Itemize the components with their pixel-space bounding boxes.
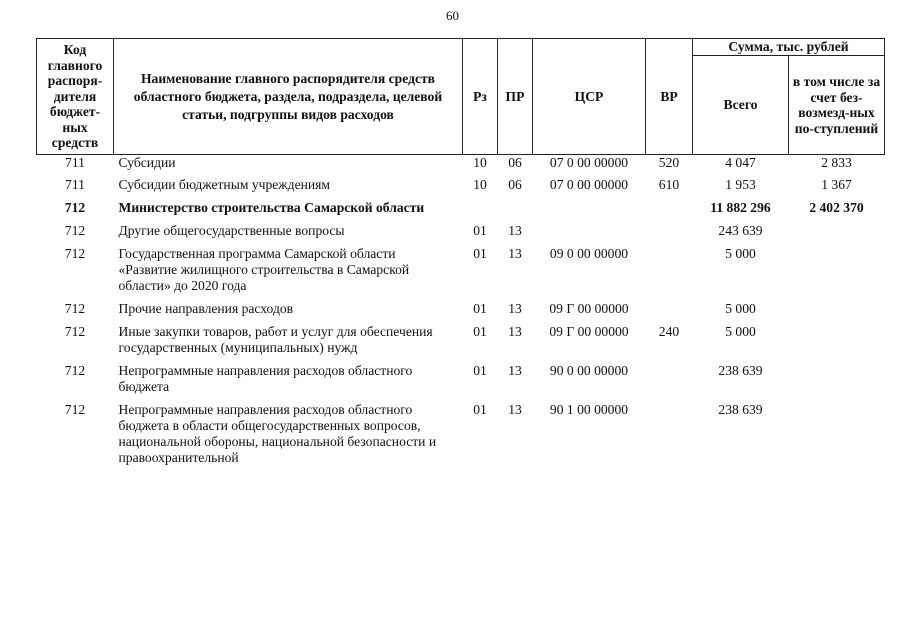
cell-rz: 01: [473, 301, 487, 316]
cell-csr: [533, 221, 646, 244]
table-row: [37, 155, 885, 176]
cell-code: 712: [64, 200, 86, 215]
table-header: [37, 39, 885, 155]
cell-csr: 09 Г 00 00000: [549, 301, 629, 316]
cell-rz: 01: [473, 363, 487, 378]
header-total: Всего: [693, 56, 789, 155]
cell-total: 5 000: [725, 324, 756, 339]
cell-code: 711: [65, 177, 85, 192]
cell-vr: [646, 299, 693, 322]
cell-code: 712: [64, 363, 86, 378]
cell-name: Другие общегосударственные вопросы: [118, 223, 345, 238]
header-csr: ЦСР: [533, 39, 646, 155]
cell-rz: 01: [473, 324, 487, 339]
header-code: Код главного распоря-дителя бюджет-ных средств: [37, 39, 114, 155]
cell-including: 2 402 370: [809, 200, 864, 215]
header-rz: Рз: [463, 39, 498, 155]
cell-name: Субсидии: [118, 155, 176, 170]
header-pr: ПР: [498, 39, 533, 155]
cell-including: [789, 322, 885, 361]
cell-including: 2 833: [821, 155, 852, 170]
cell-pr: 13: [508, 402, 522, 417]
cell-pr: 13: [508, 301, 522, 316]
cell-including: [789, 361, 885, 400]
table-row: [37, 198, 885, 221]
cell-vr: 240: [658, 324, 680, 339]
cell-name: Министерство строительства Самарской области: [118, 200, 425, 215]
table-row: [37, 400, 885, 471]
cell-code: 712: [64, 246, 86, 261]
page-number: 60: [446, 8, 459, 23]
cell-vr: [646, 400, 693, 471]
table-row: [37, 244, 885, 299]
cell-vr: 610: [658, 177, 680, 192]
cell-rz: [463, 198, 498, 221]
table-row: [37, 299, 885, 322]
cell-code: 712: [64, 301, 86, 316]
cell-name: Прочие направления расходов: [118, 301, 294, 316]
cell-csr: 90 0 00 00000: [549, 363, 629, 378]
cell-including: [789, 400, 885, 471]
table-row: [37, 221, 885, 244]
cell-vr: [646, 221, 693, 244]
cell-rz: 10: [473, 177, 487, 192]
table-row: [37, 361, 885, 400]
cell-vr: [646, 244, 693, 299]
cell-including: [789, 299, 885, 322]
cell-vr: [646, 361, 693, 400]
cell-total: 1 953: [725, 177, 756, 192]
header-name: Наименование главного распорядителя средств областного бюджета, раздела, подраздела, целевой статьи, подгруппы видов расходов: [114, 39, 463, 155]
cell-csr: 09 0 00 00000: [549, 246, 629, 261]
cell-total: 238 639: [718, 363, 763, 378]
header-including: в том числе за счет без-возмезд-ных по-ступлений: [789, 56, 885, 155]
cell-pr: 13: [508, 223, 522, 238]
cell-csr: 07 0 00 00000: [549, 155, 629, 170]
cell-total: 243 639: [718, 223, 763, 238]
cell-code: 712: [64, 402, 86, 417]
budget-table: [36, 38, 885, 471]
cell-name: Государственная программа Самарской области «Развитие жилищного строительства в Самарской области» до 2020 года: [118, 246, 410, 293]
cell-vr: 520: [658, 155, 680, 170]
cell-rz: 01: [473, 246, 487, 261]
cell-pr: 13: [508, 246, 522, 261]
cell-pr: 06: [508, 155, 522, 170]
cell-csr: 07 0 00 00000: [549, 177, 629, 192]
cell-including: [789, 221, 885, 244]
cell-code: 712: [64, 324, 86, 339]
table-row: [37, 322, 885, 361]
cell-name: Непрограммные направления расходов областного бюджета: [118, 363, 413, 394]
cell-total: 5 000: [725, 301, 756, 316]
table-body: [37, 155, 885, 472]
cell-pr: 06: [508, 177, 522, 192]
cell-csr: [533, 198, 646, 221]
cell-pr: 13: [508, 324, 522, 339]
cell-pr: 13: [508, 363, 522, 378]
cell-total: 11 882 296: [710, 200, 771, 215]
cell-vr: [646, 198, 693, 221]
cell-code: 712: [64, 223, 86, 238]
cell-rz: 10: [473, 155, 487, 170]
cell-csr: 09 Г 00 00000: [549, 324, 629, 339]
cell-total: 4 047: [725, 155, 756, 170]
cell-name: Непрограммные направления расходов областного бюджета в области общегосударственных вопросов, национальной обороны, национальной безопасности и правоохранительной: [118, 402, 437, 465]
cell-csr: 90 1 00 00000: [549, 402, 629, 417]
header-vr: ВР: [646, 39, 693, 155]
cell-total: 5 000: [725, 246, 756, 261]
cell-rz: 01: [473, 223, 487, 238]
cell-name: Иные закупки товаров, работ и услуг для обеспечения государственных (муниципальных) нужд: [118, 324, 433, 355]
cell-rz: 01: [473, 402, 487, 417]
cell-total: 238 639: [718, 402, 763, 417]
cell-name: Субсидии бюджетным учреждениям: [118, 177, 331, 192]
cell-including: [789, 244, 885, 299]
table-row: [37, 175, 885, 198]
cell-including: 1 367: [821, 177, 852, 192]
header-sum: Сумма, тыс. рублей: [693, 39, 885, 56]
cell-pr: [498, 198, 533, 221]
cell-code: 711: [65, 155, 85, 170]
